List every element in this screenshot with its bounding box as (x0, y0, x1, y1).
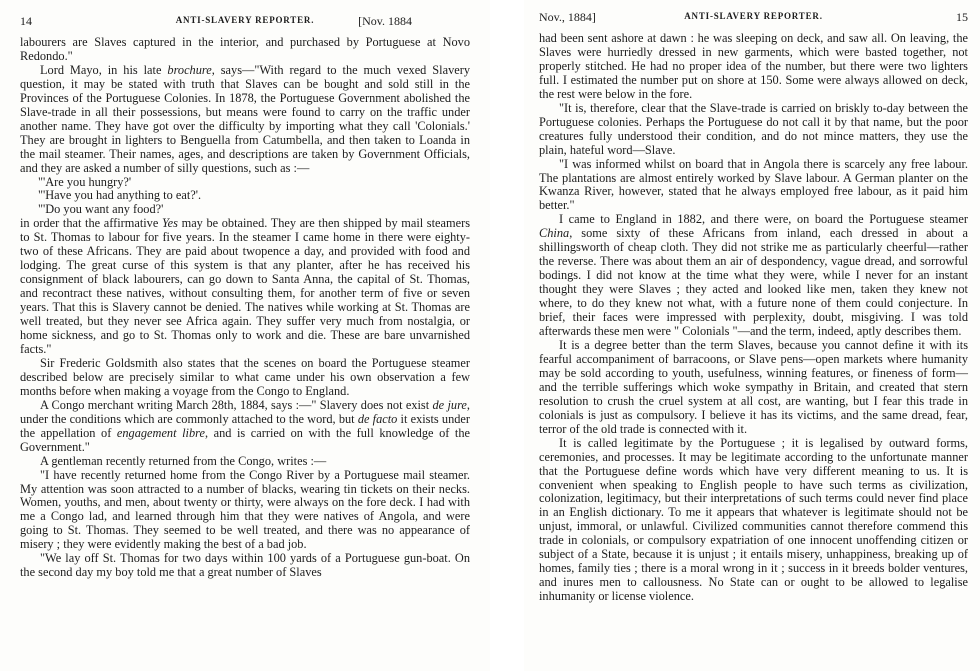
paragraph: Lord Mayo, in his late brochure, says—"With regard to the much vexed Slavery question, it may be stated with truth that Slaves can be bought and sold still in the Provinces of the Portuguese Colonies. In 1878, the Portuguese Government abolished the Slave-trade in all their possessions, but means were found to carry on the traffic under another name. They have got over the difficulty by importing what they call 'Colonials.' They are brought in lighters to Benguella from Catumbella, and then taken to Loanda in the mail steamer. Their names, ages, and descriptions are taken by Government Officials, and they are asked a number of silly questions, such as :— (20, 62, 470, 175)
paragraph: "I have recently returned home from the Congo River by a Portuguese mail steamer. My attention was soon attracted to a number of blacks, wearing tin tickets on their necks. Women, youths, and men, about twenty or thirty, were always on the fore deck. I had with me a Congo lad, and learned through him that they were natives of Angola, and were going to St. Thomas. They seemed to be well treated, and there was no appearance of misery ; they were evidently making the best of a bad job. (20, 467, 470, 552)
paragraph: "It is, therefore, clear that the Slave-trade is carried on briskly to-day between the Portuguese colonies. Perhaps the Portuguese do not call it by that name, but the poor creatures fully understood their condition, and do not mince matters, they use the plain, hateful word—Slave. (539, 100, 968, 157)
question-line: "'Are you hungry?' (38, 174, 132, 189)
running-head (539, 10, 968, 32)
page-number: 15 (956, 10, 968, 24)
right-page (524, 0, 980, 671)
article-body (539, 32, 968, 604)
page-gutter (490, 0, 524, 671)
paragraph: It is a degree better than the term Slaves, because you cannot define it with its fearful accompaniment of barracoons, or Slave pens—open markets where humanity may be sold according to youth, usefulness, winning features, or fineness of form—and the terrible sufferings which woke sympathy in Britain, and created that stern resolution to crush the cruel system at all cost, are wanting, but I fear this trade in colonials is just as compulsory. I believe it has its victims, and the same dread, fear, terror of the old trade is connected with it. (539, 337, 968, 436)
paragraph: labourers are Slaves captured in the interior, and purchased by Portuguese at Novo Redondo." (20, 35, 470, 63)
page-number: 14 (20, 14, 32, 28)
question-line: "'Do you want any food?' (38, 202, 164, 217)
article-body (20, 36, 470, 580)
paragraph: A gentleman recently returned from the Congo, writes :— (40, 453, 327, 468)
paragraph: had been sent ashore at dawn : he was sleeping on deck, and saw all. On leaving, the Slaves were hurriedly dressed in new garments, which were basted together, not properly stitched. He had no proper idea of the number, but there were two lighters full. I estimated the number put on shore at 150. Some were always allowed on deck, the rest were below in the fore. (539, 31, 968, 101)
paragraph: in order that the affirmative Yes may be obtained. They are then shipped by mail steamers to St. Thomas to labour for five years. In the steamer I came home in there were eighty-two of these Africans. They are paid about twopence a day, and provided with food and lodging. The great curse of this system is that any planter, after he has received his consignment of black labourers, can go down to Santa Anna, the capital of St. Thomas, and recontract these natives, without consulting them, for another term of five or seven years. That this is Slavery cannot be denied. The natives while working at St. Thomas are well treated, but they never see Africa again. They suffer very much from nostalgia, or home sickness, and go to St. Thomas only to work and die. These are bare unvarnished facts." (20, 216, 470, 356)
paragraph: It is called legitimate by the Portuguese ; it is legalised by outward forms, ceremonies, and processes. It may be legitimate according to the unfortunate manner that the Portuguese define words which have very different meaning to us. It is convenient when speaking to English people to have such terms as civilization, colonization, legitimacy, but their interpretations of such terms could never find place in an English dictionary. To me it appears that whatever is legitimate should not be unjust, immoral, or unlawful. Civilized communities cannot therefore commend this trade in colonials, or compulsory expatriation of one innocent unoffending citizen or subject of a State, because it is unjust ; it entails misery, unhappiness, breaking up of homes, family ties ; there is a moral wrong in it ; success in it breeds bolder ventures, and inures men to callousness. No State can or ought to be allowed to legalise inhumanity or license violence. (539, 435, 968, 604)
paragraph: A Congo merchant writing March 28th, 1884, says :—" Slavery does not exist de jure, under the conditions which are commonly attached to the word, but de facto it exists under the appellation of engagement libre, and is carried on with the full knowledge of the Government." (20, 397, 471, 454)
issue-date: [Nov. 1884 (358, 14, 412, 28)
running-title: ANTI-SLAVERY REPORTER. (684, 11, 823, 21)
paragraph: Sir Frederic Goldsmith also states that the scenes on board the Portuguese steamer described below are precisely similar to what came under his own observation a few months before when making a voyage from the Congo to England. (20, 355, 470, 398)
question-line: "'Have you had anything to eat?'. (38, 188, 202, 203)
paragraph: I came to England in 1882, and there were, on board the Portuguese steamer China, some sixty of these Africans from inland, each dressed in about a shillingsworth of cheap cloth. They did not strike me as particularly cheerful—rather the reverse. There was about them an air of despondency, vague dread, and sorrowful bodings. I did not know at the time what they were, while I never for an instant thought they were Slaves ; they acted and looked like men, taken they knew not where, to do they knew not what, with a future none of them could conjecture. In brief, their faces were impressed with perplexity, doubt, misgiving. I was told afterwards these men were " Colonials "—and the term, indeed, aptly describes them. (539, 212, 968, 339)
running-title: ANTI-SLAVERY REPORTER. (175, 15, 315, 25)
paragraph: "We lay off St. Thomas for two days within 100 yards of a Portuguese gun-boat. On the second day my boy told me that a great number of Slaves (20, 551, 470, 580)
running-head (20, 14, 470, 36)
paragraph: "I was informed whilst on board that in Angola there is scarcely any free labour. The plantations are almost entirely worked by Slave labour. A German planter on the Kwanza River, however, stated that he always employed free labour, as it paid him better." (539, 156, 968, 213)
issue-date: Nov., 1884] (539, 10, 596, 24)
